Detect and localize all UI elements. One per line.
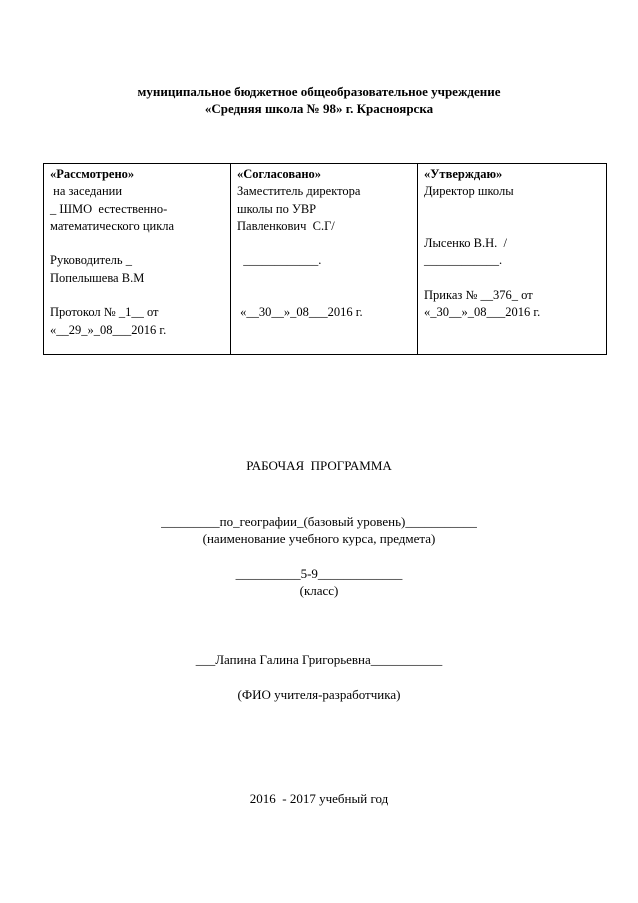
reviewed-cell — [44, 164, 231, 355]
grade-line: __________5-9_____________ — [235, 566, 403, 581]
agreed-line — [237, 270, 417, 287]
school-header — [0, 83, 638, 117]
subject-caption: (наименование учебного курса, предмета) — [202, 531, 436, 546]
approved-line: ____________. — [424, 253, 503, 268]
document-title: РАБОЧАЯ ПРОГРАММА — [246, 458, 392, 473]
reviewed-line: Руководитель _ — [50, 253, 132, 268]
approved-line — [424, 218, 606, 235]
academic-year: 2016 - 2017 учебный год — [249, 791, 389, 806]
approved-line: Приказ № __376_ от — [424, 288, 533, 303]
institution-type: муниципальное бюджетное общеобразовательное учреждение — [137, 84, 501, 99]
approved-cell — [418, 164, 607, 355]
reviewed-line: Попелышева В.М — [50, 270, 145, 285]
approved-line: Директор школы — [424, 184, 514, 199]
reviewed-line: «__29_»_08___2016 г. — [50, 322, 167, 337]
reviewed-line — [50, 287, 230, 304]
subject-line: _________по_географии_(базовый уровень)___________ — [161, 514, 477, 529]
approved-line: Лысенко В.Н. / — [424, 236, 507, 251]
reviewed-title: «Рассмотрено» — [50, 167, 135, 181]
approval-row — [44, 164, 607, 355]
approved-title: «Утверждаю» — [424, 167, 503, 181]
approved-line — [424, 201, 606, 218]
agreed-cell — [231, 164, 418, 355]
approved-line — [424, 270, 606, 287]
school-name: «Средняя школа № 98» г. Красноярска — [204, 101, 434, 116]
agreed-line — [237, 235, 417, 252]
agreed-line: «__30__»_08___2016 г. — [237, 305, 363, 320]
reviewed-line — [50, 235, 230, 252]
agreed-line: Павленкович С.Г/ — [237, 218, 335, 233]
reviewed-line: Протокол № _1__ от — [50, 305, 159, 320]
grade-caption: (класс) — [299, 583, 339, 598]
reviewed-line: математического цикла — [50, 218, 175, 233]
teacher-caption: (ФИО учителя-разработчика) — [237, 687, 401, 702]
teacher-line: ___Лапина Галина Григорьевна___________ — [195, 652, 443, 667]
agreed-line — [237, 287, 417, 304]
agreed-line: Заместитель директора — [237, 184, 361, 199]
agreed-line: ____________. — [237, 253, 322, 268]
reviewed-line: на заседании — [50, 184, 123, 199]
approval-table — [43, 163, 607, 355]
agreed-title: «Согласовано» — [237, 167, 322, 181]
approved-line: «_30__»_08___2016 г. — [424, 305, 541, 320]
reviewed-line: _ ШМО естественно- — [50, 201, 168, 216]
agreed-line: школы по УВР — [237, 201, 317, 216]
